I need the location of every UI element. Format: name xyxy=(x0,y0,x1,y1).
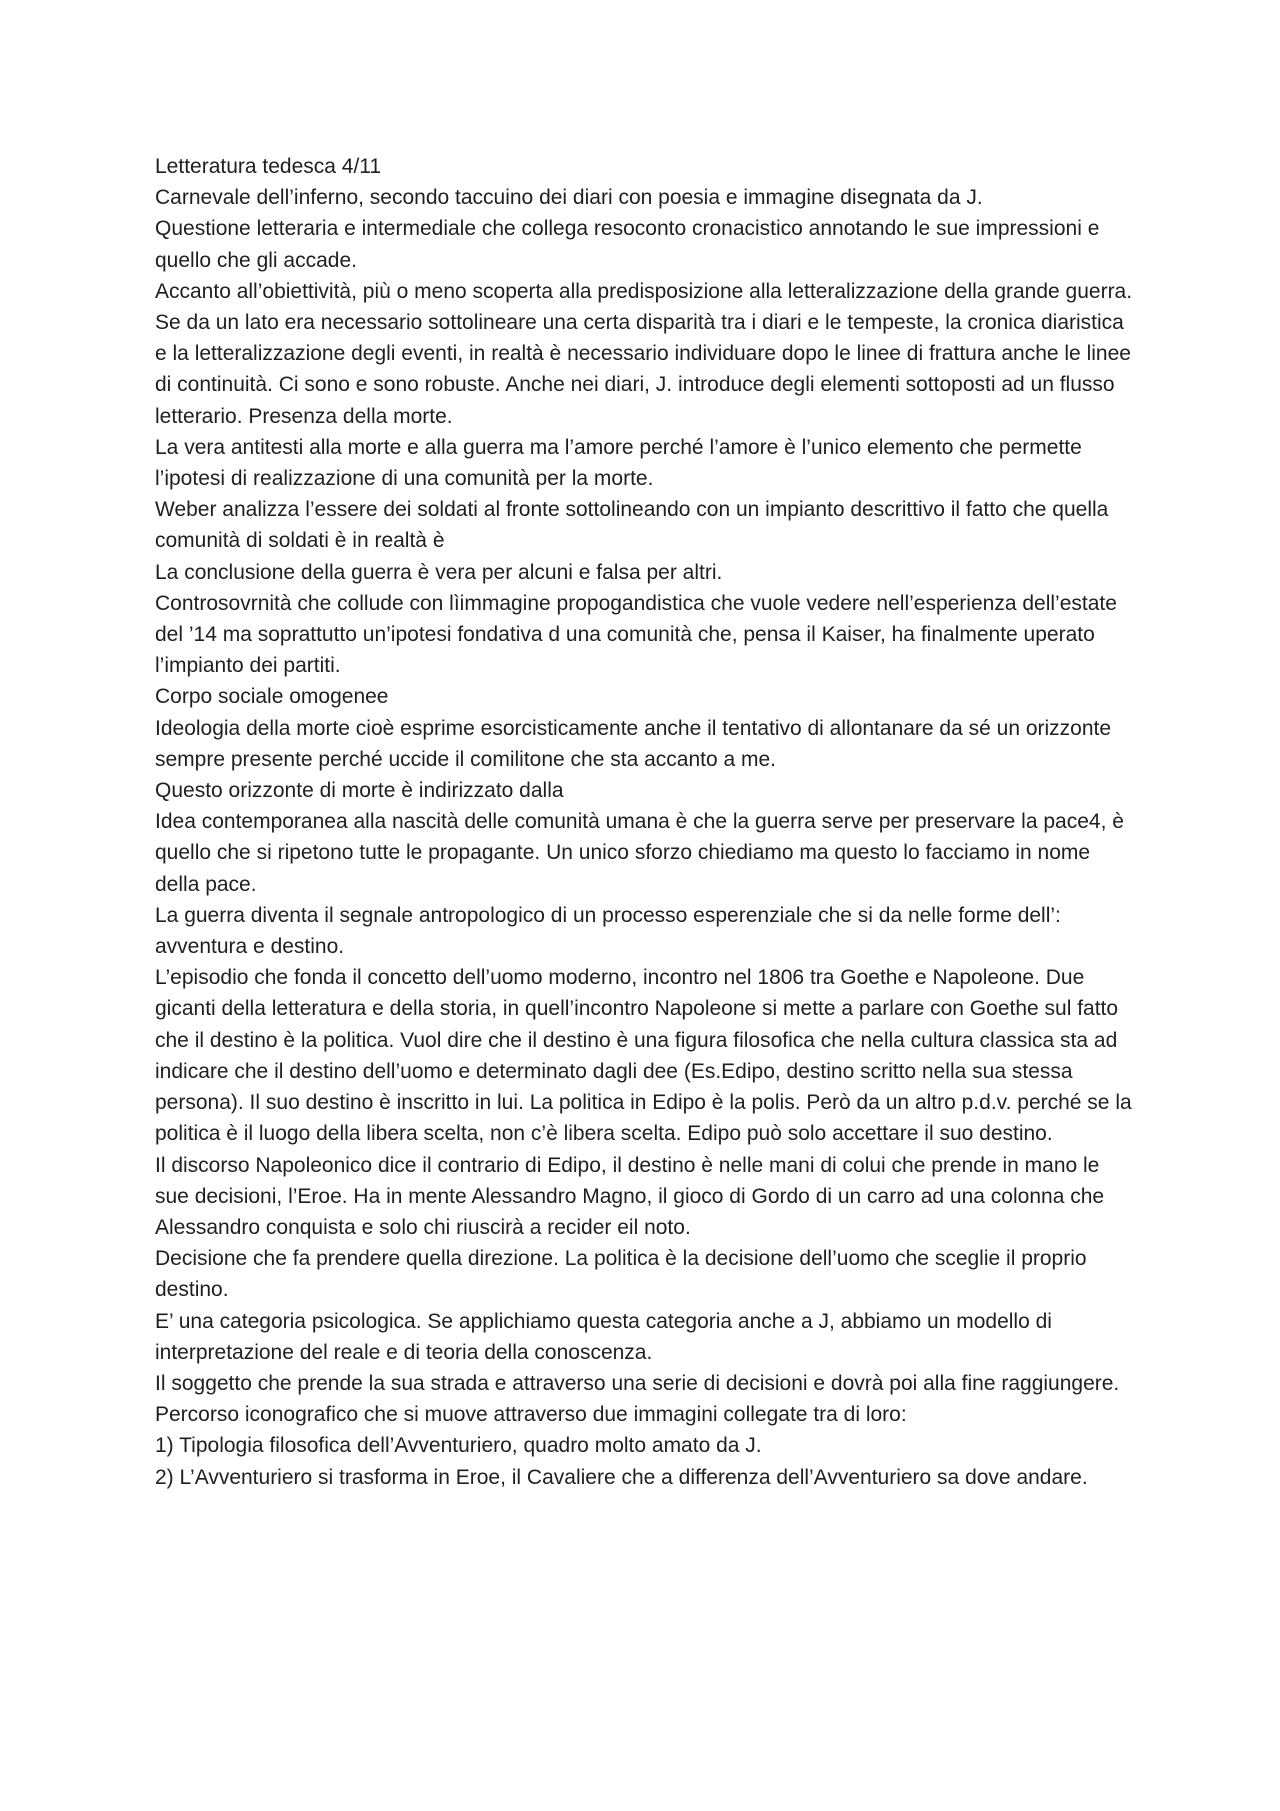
paragraph: La guerra diventa il segnale antropologico di un processo esperenziale che si da nelle forme dell’: avventura e destino. xyxy=(155,903,1061,959)
paragraph: Percorso iconografico che si muove attraverso due immagini collegate tra di loro: xyxy=(155,1403,907,1427)
paragraph: Decisione che fa prendere quella direzione. La politica è la decisione dell’uomo che sceglie il proprio destino. xyxy=(155,1247,1087,1302)
paragraph: Ideologia della morte cioè esprime esorcisticamente anche il tentativo di allontanare da sé un orizzonte sempre presente perché uccide il comilitone che sta accanto a me. xyxy=(155,716,1112,771)
paragraph: La conclusione della guerra è vera per alcuni e falsa per altri. xyxy=(155,560,723,584)
paragraph: Se da un lato era necessario sottolineare una certa disparità tra i diari e le tempeste, la cronica diaristica e la letteralizzazione degli eventi, in realtà è necessario individuare dopo le linee di frattura anche le linee di continuità. Ci sono e sono robuste. Anche nei diari, J. introduce degli elementi sottoposti ad un flusso letterario. Presenza della morte. xyxy=(155,311,1131,428)
paragraph: Questo orizzonte di morte è indirizzato dalla xyxy=(155,779,564,803)
paragraph: La vera antitesti alla morte e alla guerra ma l’amore perché l’amore è l’unico elemento che permette l’ipotesi di realizzazione di una comunità per la morte. xyxy=(155,435,1082,491)
paragraph: Accanto all’obiettività, più o meno scoperta alla predisposizione alla letteralizzazione della grande guerra. xyxy=(155,279,1133,303)
paragraph: Carnevale dell’inferno, secondo taccuino dei diari con poesia e immagine disegnata da J. xyxy=(155,186,983,210)
paragraph: Questione letteraria e intermediale che collega resoconto cronacistico annotando le sue impressioni e quello che gli accade. xyxy=(155,217,1100,272)
paragraph: E’ una categoria psicologica. Se applichiamo questa categoria anche a J, abbiamo un modello di interpretazione del reale e di teoria della conoscenza. xyxy=(155,1309,1052,1364)
document-title: Letteratura tedesca 4/11 xyxy=(155,155,382,178)
paragraph: L’episodio che fonda il concetto dell’uomo moderno, incontro nel 1806 tra Goethe e Napoleone. Due gicanti della letteratura e della storia, in quell’incontro Napoleone si mette a parlare con Goethe sul fatto che il destino è la politica. Vuol dire che il destino è una figura filosofica che nella cultura classica sta ad indicare che il destino dell’uomo e determinato dagli dee (Es.Edipo, destino scritto nella sua stessa persona). Il suo destino è inscritto in lui. La politica in Edipo è la polis. Però da un altro p.d.v. perché se la politica è il luogo della libera scelta, non c’è libera scelta. Edipo può solo accettare il suo destino. xyxy=(155,966,1132,1146)
list-item: 1) Tipologia filosofica dell’Avventuriero, quadro molto amato da J. xyxy=(155,1434,762,1458)
paragraph: Il soggetto che prende la sua strada e attraverso una serie di decisioni e dovrà poi alla fine raggiungere. xyxy=(155,1371,1120,1395)
list-item: 2) L’Avventuriero si trasforma in Eroe, il Cavaliere che a differenza dell’Avventuriero sa dove andare. xyxy=(155,1465,1088,1489)
document-page xyxy=(155,151,1135,1493)
paragraph: Corpo sociale omogenee xyxy=(155,685,389,709)
paragraph: Idea contemporanea alla nascità delle comunità umana è che la guerra serve per preservare la pace4, è quello che si ripetono tutte le propagante. Un unico sforzo chiediamo ma questo lo facciamo in nome della pace. xyxy=(155,810,1124,896)
paragraph: Controsovrnità che collude con lìimmagine propogandistica che vuole vedere nell’esperienza dell’estate del ’14 ma soprattutto un’ipotesi fondativa d una comunità che, pensa il Kaiser, ha finalmente uperato l’impianto dei partiti. xyxy=(155,591,1117,678)
paragraph: Weber analizza l’essere dei soldati al fronte sottolineando con un impianto descrittivo il fatto che quella comunità di soldati è in realtà è xyxy=(155,498,1109,553)
paragraph: Il discorso Napoleonico dice il contrario di Edipo, il destino è nelle mani di colui che prende in mano le sue decisioni, l’Eroe. Ha in mente Alessandro Magno, il gioco di Gordo di un carro ad una colonna che Alessandro conquista e solo chi riuscirà a recider eil noto. xyxy=(155,1153,1105,1239)
